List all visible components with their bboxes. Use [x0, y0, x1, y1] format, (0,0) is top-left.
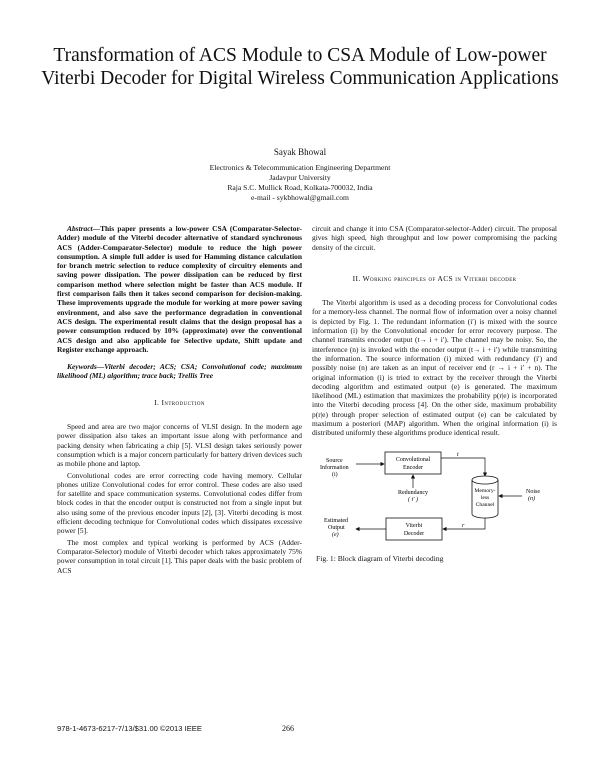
encoder-label-2: Encoder: [403, 464, 423, 471]
author-address: Raja S.C. Mullick Road, Kolkata-700032, India: [227, 183, 373, 192]
noise-label: Noise: [526, 488, 540, 495]
viterbi-block-diagram: [312, 448, 557, 548]
source-label-2: Information: [320, 464, 349, 471]
estimated-label-2: Output: [328, 524, 345, 531]
noise-var: (n): [528, 495, 535, 502]
channel-label: Memory-: [474, 487, 496, 494]
intro-paragraph-3: The most complex and typical working is performed by ACS (Adder-Comparator-Selector) module of Viterbi decoder which takes approximately 75% power consumption in total circuit [1]. This paper deals with the basic problem of ACS: [57, 537, 302, 575]
channel-cylinder-top: [472, 476, 498, 484]
channel-label-3: Channel: [475, 501, 495, 508]
author-university: Jadavpur University: [269, 173, 331, 182]
right-column: [312, 224, 557, 563]
author-block: [100, 147, 500, 203]
intro-paragraph-1: Speed and area are two major concerns of VLSI design. In the modern age power dissipation also takes an important issue along with performance and packing density when fabricating a chip [5]. VLSI design takes seriously power consumption which is a major concern particularly for battery driven devices such as mobile phone and laptop.: [57, 422, 302, 469]
channel-label-2: less: [480, 494, 490, 501]
decoder-label: Viterbi: [405, 522, 423, 529]
estimated-var: (e): [332, 531, 339, 538]
intro-paragraph-2: Convolutional codes are error correcting code having memory. Cellular phones utilize Convolutional codes for error control. These codes are also used for satellite and space communication systems. Convolutional codes differ from block codes in that the encoder output is constructed not from a single input but also using some of the previous encoder inputs [2], [3]. Viterbi decoding is most efficient decoding technique for Convolutional codes which dissipates excessive power [5].: [57, 470, 302, 536]
estimated-label: Estimated: [324, 517, 348, 524]
t-label: t: [457, 451, 459, 458]
decoder-label-2: Decoder: [403, 530, 425, 537]
redundancy-var: ( i′ ): [408, 496, 418, 503]
author-department: Electronics & Telecommunication Engineering Department: [209, 163, 391, 172]
abstract-label: Abstract—: [67, 224, 101, 233]
encoder-label: Convolutional: [395, 456, 431, 463]
figure-caption: Fig. 1: Block diagram of Viterbi decoding: [316, 553, 444, 563]
abstract-text: This paper presents a low-power CSA (Comparator-Selector-Adder) module of the Viterbi decoder alternative of standard synchronous ACS (Adder-Comparator-Selector) module to reduce the high power consumption. A simple full adder is used for Hamming distance calculation for branch metric selection to reduce complexity of circuitry elements and saving power dissipation. The power dissipation can be reduced by first comparison method where selection might be faster than ACS module. If first comparison fails then it takes second comparison for decision-making. These improvements upgrade the module for working at more power saving environment, and also save the performance degradation in conventional ACS design. The experimental result claims that the design proposal has a power consumption reduced by 10% (approximate) over the conventional ACS design and also applicable for Selective update, Shift update and Register exchange approach.: [57, 224, 302, 354]
intro-continuation: circuit and change it into CSA (Comparator-selector-Adder) circuit. The proposal gives high speed, high throughput and low power compromising the packing density of the circuit.: [312, 224, 557, 252]
left-column: [57, 224, 302, 577]
source-label: Source: [326, 457, 343, 464]
working-principles-paragraph: The Viterbi algorithm is used as a decoding process for Convolutional codes for a memory-less channel. The normal flow of information over a noisy channel is depicted by Fig. 1. The redundant information (i′) is mixed with the source information (i) by the Convolutional encoder for error recovery purpose. The channel transmits encoder output (t→ i + i′). The channel may be noisy. So, the interference (n) is invoked with the encoder output (t→ i + i′) while transmitting the information. The source information (i) mixed with redundancy (i′) and possibly noise (n) are taken as an input of receiver end (r → i + i′ + n). The original information (i) is tried to extract by the receiver through the Viterbi decoding algorithm and estimated output (e) is generated. The maximum likelihood (ML) estimation that maximizes the probability p(r|e) is incorporated into the Viterbi decoding process [4]. On the other side, maximum probability p(r|e) through proper selection of estimated output (e) can be calculated by maximum a posteriori (MAP) algorithm. When the original information (i) is distributed uniformly these algorithms produce identical result.: [312, 298, 557, 438]
source-var: (i): [332, 471, 338, 478]
keywords-label: Keywords—: [67, 362, 105, 372]
page-number: 266: [282, 724, 294, 733]
author-name: Sayak Bhowal: [273, 147, 327, 157]
r-label: r: [462, 522, 465, 529]
keywords: [57, 362, 302, 381]
redundancy-label: Redundancy: [398, 489, 428, 496]
paper-title: Transformation of ACS Module to CSA Module of Low-power Viterbi Decoder for Digital Wireless Communication Applications: [41, 45, 559, 89]
arrow-encoder-channel: [441, 458, 485, 476]
abstract: [57, 224, 302, 354]
section-heading-working-principles: II. Working principles of ACS in Viterbi decoder: [352, 273, 517, 283]
keywords-text: Viterbi decoder; ACS; CSA; Convolutional code; maximum likelihood (ML) algorithm; trace back; Trellis Tree: [57, 362, 302, 381]
footer-isbn: 978-1-4673-6217-7/13/$31.00 ©2013 IEEE: [57, 724, 202, 733]
author-email: e-mail - sykbhowal@gmail.com: [251, 193, 349, 202]
section-heading-introduction: I. Introduction: [154, 397, 205, 407]
